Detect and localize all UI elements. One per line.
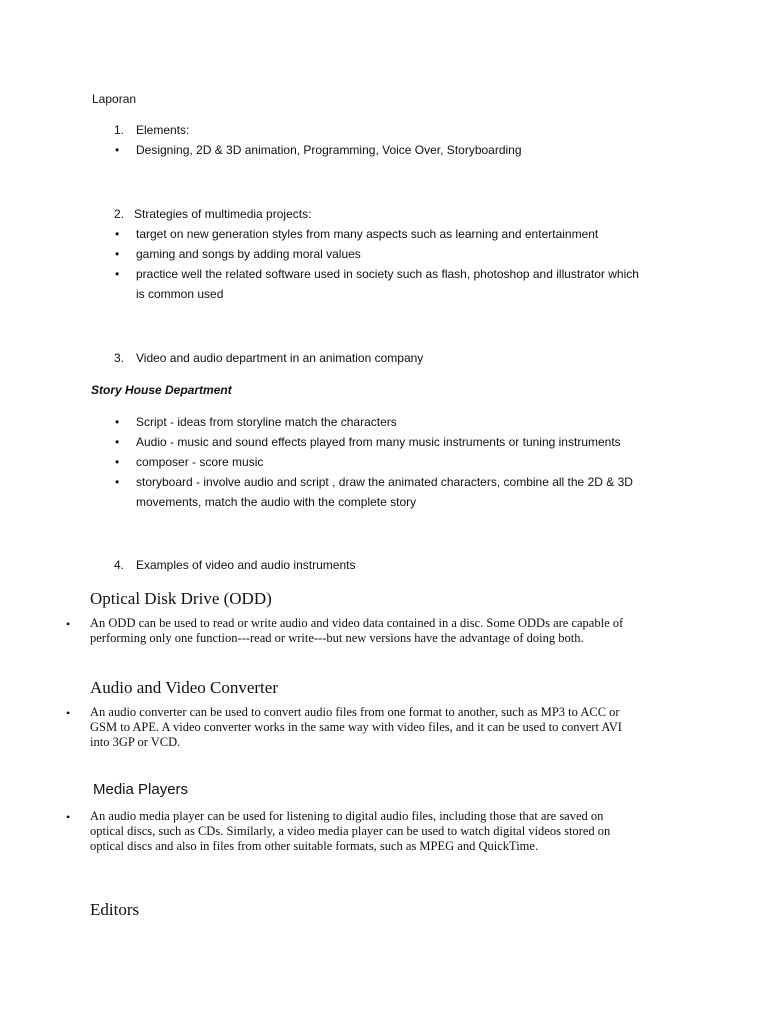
list-item-continuation: movements, match the audio with the complete story	[136, 495, 417, 509]
list-item: gaming and songs by adding moral values	[136, 247, 361, 261]
section-heading: Strategies of multimedia projects:	[134, 207, 312, 221]
list-number: 4.	[114, 558, 125, 572]
bullet-icon: •	[115, 227, 120, 241]
paragraph-line: performing only one function---read or write---but new versions have the advantage of doing both.	[90, 631, 584, 645]
bullet-icon: •	[115, 455, 120, 469]
converter-heading: Audio and Video Converter	[90, 678, 278, 697]
paragraph-line: GSM to APE. A video converter works in the same way with video files, and it can be used to convert AVI	[90, 720, 622, 734]
document-title: Laporan	[92, 92, 137, 106]
bullet-icon: •	[115, 143, 120, 157]
paragraph-line: An audio media player can be used for listening to digital audio files, including those that are saved on	[90, 809, 604, 823]
list-number: 2.	[114, 207, 125, 221]
subheading: Story House Department	[91, 383, 232, 397]
paragraph-line: optical discs and also in files from other suitable formats, such as MPEG and QuickTime.	[90, 839, 539, 853]
bullet-icon: •	[115, 475, 120, 489]
list-number: 1.	[114, 123, 125, 137]
list-item: target on new generation styles from many aspects such as learning and entertainment	[136, 227, 599, 241]
list-item-continuation: is common used	[136, 287, 224, 301]
bullet-icon: •	[66, 706, 71, 720]
list-item: composer - score music	[136, 455, 264, 469]
list-item: Designing, 2D & 3D animation, Programming, Voice Over, Storyboarding	[136, 143, 522, 157]
list-number: 3.	[114, 351, 125, 365]
bullet-icon: •	[115, 247, 120, 261]
list-item: storyboard - involve audio and script , draw the animated characters, combine all the 2D & 3D	[136, 475, 633, 489]
section-heading: Examples of video and audio instruments	[136, 558, 356, 572]
list-item: practice well the related software used in society such as flash, photoshop and illustrator which	[136, 267, 639, 281]
paragraph-line: optical discs, such as CDs. Similarly, a video media player can be used to watch digital videos stored on	[90, 824, 611, 838]
bullet-icon: •	[66, 617, 71, 631]
editors-heading: Editors	[90, 900, 140, 919]
players-heading: Media Players	[93, 781, 189, 798]
bullet-icon: •	[115, 267, 120, 281]
list-item: Script - ideas from storyline match the characters	[136, 415, 397, 429]
list-item: Audio - music and sound effects played from many music instruments or tuning instruments	[136, 435, 621, 449]
section-heading: Elements:	[136, 123, 190, 137]
bullet-icon: •	[66, 810, 71, 824]
odd-heading: Optical Disk Drive (ODD)	[90, 589, 272, 608]
bullet-icon: •	[115, 415, 120, 429]
bullet-icon: •	[115, 435, 120, 449]
paragraph-line: into 3GP or VCD.	[90, 735, 181, 749]
section-heading: Video and audio department in an animation company	[136, 351, 424, 365]
paragraph-line: An audio converter can be used to convert audio files from one format to another, such as MP3 to ACC or	[90, 705, 620, 719]
paragraph-line: An ODD can be used to read or write audio and video data contained in a disc. Some ODDs are capable of	[90, 616, 624, 630]
